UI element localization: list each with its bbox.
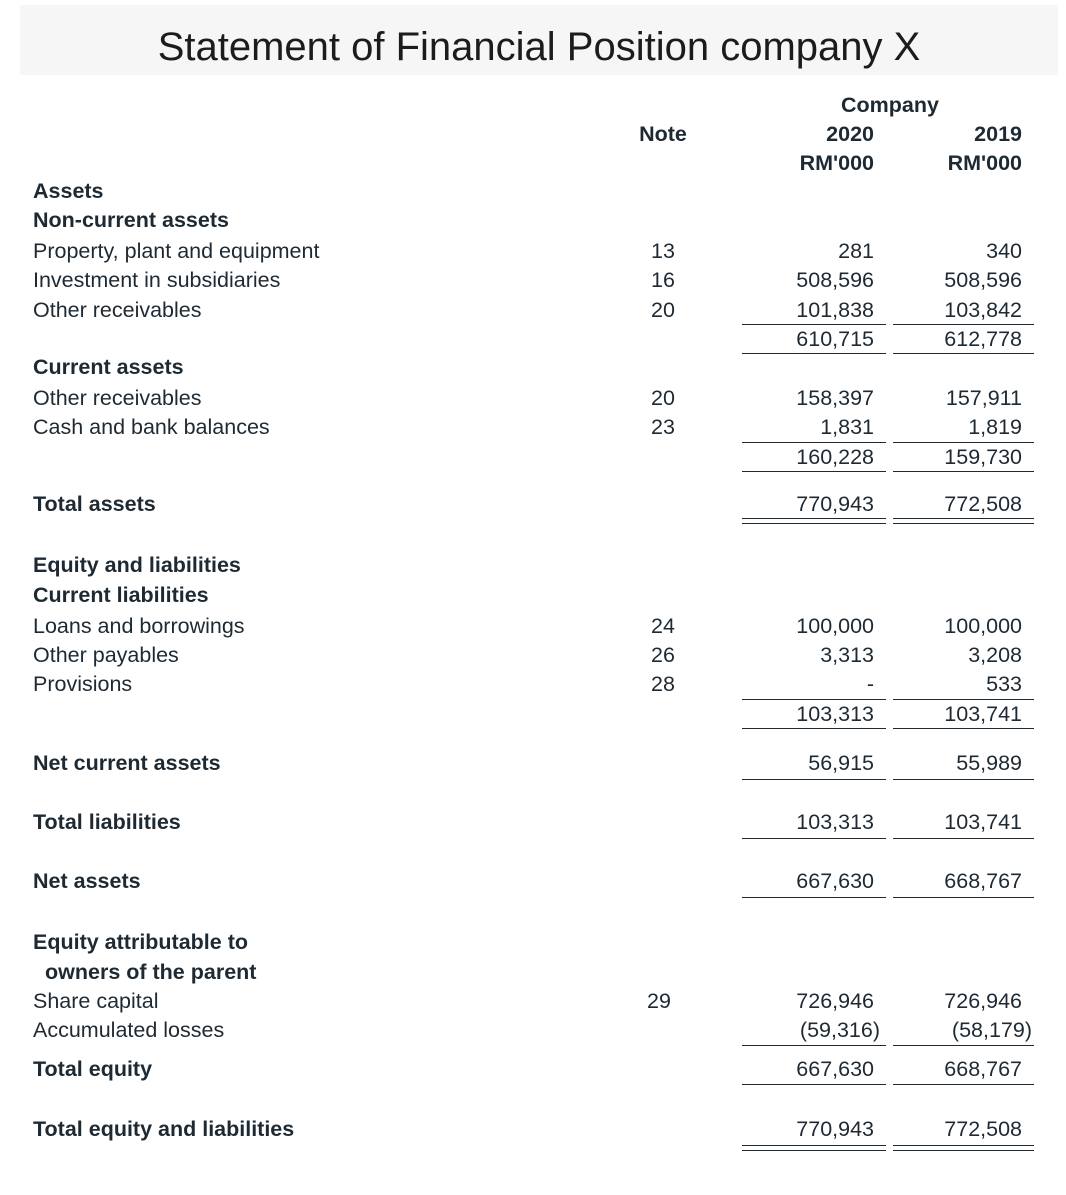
row-value-2020: 1,831: [820, 415, 874, 439]
row-value-2020: -: [866, 672, 874, 696]
non-current-total-2019: 612,778: [944, 327, 1022, 351]
total-equity-label: Total equity: [33, 1057, 153, 1081]
subtotal-line: [893, 442, 1034, 443]
row-value-2019: 726,946: [944, 989, 1022, 1013]
non-current-assets-heading: Non-current assets: [33, 208, 229, 232]
row-value-2019: 508,596: [944, 268, 1022, 292]
total-equity-liabilities-2020: 770,943: [796, 1117, 874, 1141]
net-assets-2020: 667,630: [796, 869, 874, 893]
double-line: [742, 523, 886, 524]
double-line: [742, 1150, 886, 1151]
row-note: 29: [647, 989, 671, 1013]
total-assets-2019: 772,508: [944, 492, 1022, 516]
double-line: [893, 1150, 1034, 1151]
current-total-2020: 160,228: [796, 445, 874, 469]
total-line: [742, 1084, 886, 1085]
total-line: [742, 897, 886, 898]
current-assets-heading: Current assets: [33, 355, 184, 379]
total-line: [742, 838, 886, 839]
row-label: Other payables: [33, 643, 179, 667]
row-label: Other receivables: [33, 386, 202, 410]
row-note: 26: [651, 643, 675, 667]
total-line: [742, 353, 886, 354]
equity-heading-line1: Equity attributable to: [33, 930, 248, 954]
row-label: Share capital: [33, 989, 159, 1013]
row-note: 16: [651, 268, 675, 292]
net-current-assets-2020: 56,915: [808, 751, 874, 775]
row-value-2020: 3,313: [820, 643, 874, 667]
subtotal-line: [742, 324, 886, 325]
row-label: Loans and borrowings: [33, 614, 245, 638]
row-note: 24: [651, 614, 675, 638]
row-value-2020: 726,946: [796, 989, 874, 1013]
double-line: [893, 518, 1034, 519]
row-value-2019: 3,208: [968, 643, 1022, 667]
row-label: Accumulated losses: [33, 1018, 225, 1042]
current-liabilities-total-2019: 103,741: [944, 702, 1022, 726]
total-equity-liabilities-2019: 772,508: [944, 1117, 1022, 1141]
net-assets-label: Net assets: [33, 869, 141, 893]
total-liabilities-2019: 103,741: [944, 810, 1022, 834]
row-value-2020: 101,838: [796, 298, 874, 322]
total-equity-2019: 668,767: [944, 1057, 1022, 1081]
row-note: 23: [651, 415, 675, 439]
total-line: [893, 471, 1034, 472]
double-line: [893, 523, 1034, 524]
row-value-2020: 158,397: [796, 386, 874, 410]
page-title: Statement of Financial Position company X: [157, 25, 921, 69]
total-line: [742, 471, 886, 472]
total-line: [893, 779, 1034, 780]
net-assets-2019: 668,767: [944, 869, 1022, 893]
company-column-header: Company: [841, 93, 939, 117]
net-current-assets-2019: 55,989: [956, 751, 1022, 775]
row-note: 13: [651, 239, 675, 263]
equity-liabilities-heading: Equity and liabilities: [33, 553, 241, 577]
total-line: [893, 353, 1034, 354]
row-note: 20: [651, 298, 675, 322]
row-value-2019: (58,179): [951, 1018, 1032, 1042]
row-note: 28: [651, 672, 675, 696]
row-value-2019: 157,911: [945, 386, 1022, 410]
non-current-total-2020: 610,715: [796, 327, 874, 351]
unit-2020-header: RM'000: [799, 151, 874, 175]
total-line: [893, 897, 1034, 898]
total-assets-label: Total assets: [33, 492, 156, 516]
equity-heading-line2: owners of the parent: [45, 960, 257, 984]
total-line: [742, 779, 886, 780]
row-label: Investment in subsidiaries: [33, 268, 281, 292]
total-line: [893, 728, 1034, 729]
subtotal-line: [742, 699, 886, 700]
total-liabilities-2020: 103,313: [796, 810, 874, 834]
total-equity-liabilities-label: Total equity and liabilities: [33, 1117, 295, 1141]
row-note: 20: [651, 386, 675, 410]
note-column-header: Note: [639, 122, 687, 146]
subtotal-line: [893, 1045, 1034, 1046]
title-bar: [20, 5, 1058, 75]
row-value-2019: 100,000: [944, 614, 1022, 638]
total-assets-2020: 770,943: [796, 492, 874, 516]
total-line: [893, 838, 1034, 839]
current-total-2019: 159,730: [944, 445, 1022, 469]
total-equity-2020: 667,630: [796, 1057, 874, 1081]
row-value-2020: 100,000: [796, 614, 874, 638]
subtotal-line: [742, 442, 886, 443]
total-line: [742, 728, 886, 729]
row-value-2019: 340: [986, 239, 1022, 263]
row-value-2020: 281: [838, 239, 874, 263]
double-line: [742, 518, 886, 519]
assets-heading: Assets: [33, 179, 104, 203]
subtotal-line: [893, 324, 1034, 325]
total-liabilities-label: Total liabilities: [33, 810, 181, 834]
year-2019-header: 2019: [974, 122, 1022, 146]
current-liabilities-total-2020: 103,313: [796, 702, 874, 726]
row-value-2020: (59,316): [799, 1018, 880, 1042]
double-line: [893, 1145, 1034, 1146]
row-value-2020: 508,596: [796, 268, 874, 292]
unit-2019-header: RM'000: [947, 151, 1022, 175]
row-value-2019: 533: [986, 672, 1022, 696]
row-label: Provisions: [33, 672, 133, 696]
subtotal-line: [893, 699, 1034, 700]
year-2020-header: 2020: [826, 122, 874, 146]
row-label: Other receivables: [33, 298, 202, 322]
total-line: [893, 1084, 1034, 1085]
current-liabilities-heading: Current liabilities: [33, 583, 209, 607]
subtotal-line: [742, 1045, 886, 1046]
row-label: Cash and bank balances: [33, 415, 270, 439]
row-value-2019: 1,819: [968, 415, 1022, 439]
net-current-assets-label: Net current assets: [33, 751, 221, 775]
row-value-2019: 103,842: [944, 298, 1022, 322]
row-label: Property, plant and equipment: [33, 239, 320, 263]
double-line: [742, 1145, 886, 1146]
